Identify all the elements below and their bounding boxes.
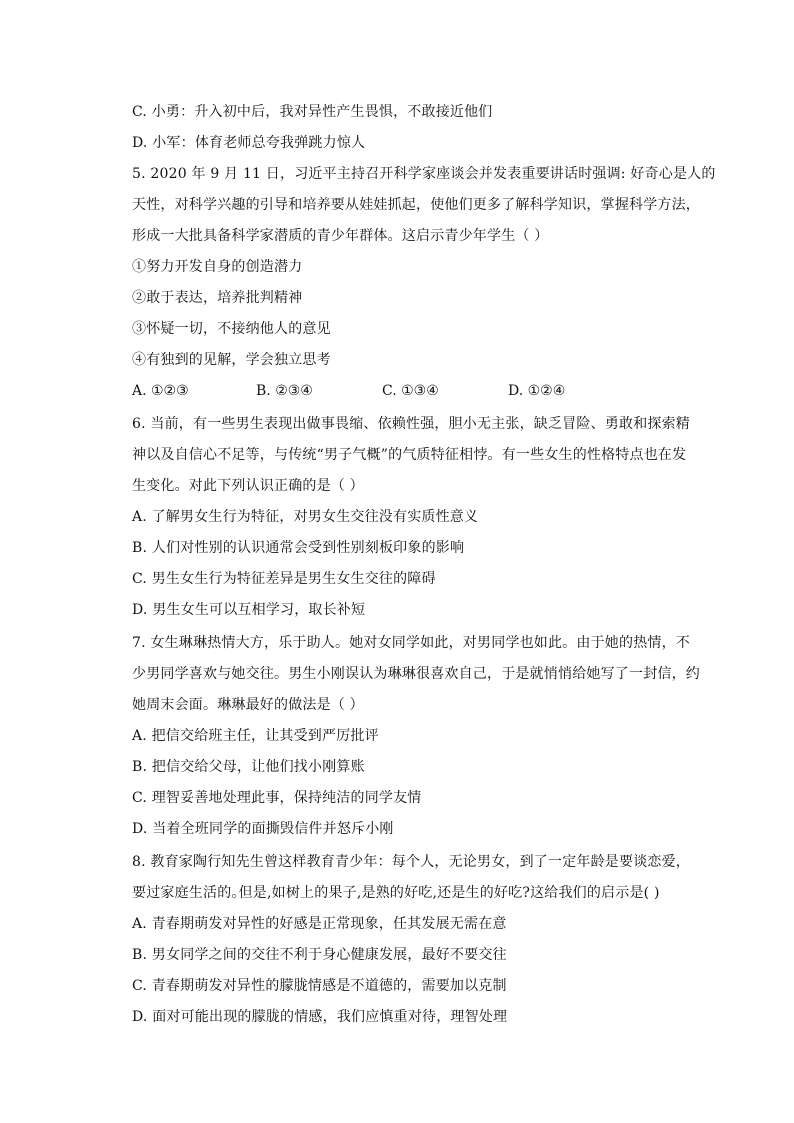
q6-option-b: B. 人们对性别的认识通常会受到性别刻板印象的影响 [132,540,465,556]
q6-option-c: C. 男生女生行为特征差异是男生女生交往的障碍 [132,571,436,587]
q5-stem-line-1: 5. 2020 年 9 月 11 日，习近平主持召开科学家座谈会并发表重要讲话时强调: 好奇心是人的 [132,166,716,182]
q5-item-2: ②敢于表达，培养批判精神 [132,290,303,306]
q6-stem-line-2: 神以及自信心不足等，与传统“男子气概”的气质特征相悖。有一些女生的性格特点也在发 [132,447,687,463]
q8-option-b: B. 男女同学之间的交往不利于身心健康发展，最好不要交往 [132,947,507,963]
q8-stem-line-2: 要过家庭生活的｡但是,如树上的果子,是熟的好吃,还是生的好吃?这给我们的启示是( ) [132,885,660,901]
q7-option-c: C. 理智妥善地处理此事，保持纯洁的同学友情 [132,790,422,806]
q8-stem-line-1: 8. 教育家陶行知先生曾这样教育青少年：每个人，无论男女，到了一定年龄是要谈恋爱， [132,854,691,870]
q5-option-a: A. ①②③ [132,383,189,399]
q7-stem-line-3: 她周末会面。琳琳最好的做法是（ ） [132,697,364,713]
q5-item-1: ①努力开发自身的创造潜力 [132,259,303,275]
q8-option-a: A. 青春期萌发对异性的好感是正常现象，任其发展无需在意 [132,916,507,932]
q8-option-d: D. 面对可能出现的朦胧的情感，我们应慎重对待，理智处理 [132,1009,508,1025]
q8-option-c: C. 青春期萌发对异性的朦胧情感是不道德的，需要加以克制 [132,978,507,994]
q7-option-a: A. 把信交给班主任，让其受到严厉批评 [132,728,379,744]
q5-item-4: ④有独到的见解，学会独立思考 [132,352,331,368]
q4-option-c: C. 小勇：升入初中后，我对异性产生畏惧，不敢接近他们 [132,104,493,120]
q7-stem-line-2: 少男同学喜欢与她交往。男生小刚误认为琳琳很喜欢自己，于是就悄悄给她写了一封信，约 [132,666,700,682]
q5-option-d: D. ①②④ [508,383,566,399]
q5-option-c: C. ①③④ [382,383,439,399]
q5-item-3: ③怀疑一切，不接纳他人的意见 [132,321,331,337]
q5-stem-line-3: 形成一大批具备科学家潜质的青少年群体。这启示青少年学生（ ） [132,228,549,244]
q6-stem-line-1: 6. 当前，有一些男生表现出做事畏缩、依赖性强，胆小无主张，缺乏冒险、勇敢和探索精 [132,416,691,432]
q6-option-a: A. 了解男女生行为特征，对男女生交往没有实质性意义 [132,509,479,525]
q7-option-d: D. 当着全班同学的面撕毁信件并怒斥小刚 [132,821,394,837]
q4-option-d: D. 小军：体育老师总夸我弹跳力惊人 [132,135,366,151]
q5-option-b: B. ②③④ [256,383,313,399]
q7-stem-line-1: 7. 女生琳琳热情大方，乐于助人。她对女同学如此，对男同学也如此。由于她的热情，不 [132,635,691,651]
q5-stem-line-2: 天性，对科学兴趣的引导和培养要从娃娃抓起，使他们更多了解科学知识，掌握科学方法， [132,197,700,213]
q6-stem-line-3: 生变化。对此下列认识正确的是（ ） [132,478,364,494]
q6-option-d: D. 男生女生可以互相学习，取长补短 [132,602,366,618]
q7-option-b: B. 把信交给父母，让他们找小刚算账 [132,759,365,775]
